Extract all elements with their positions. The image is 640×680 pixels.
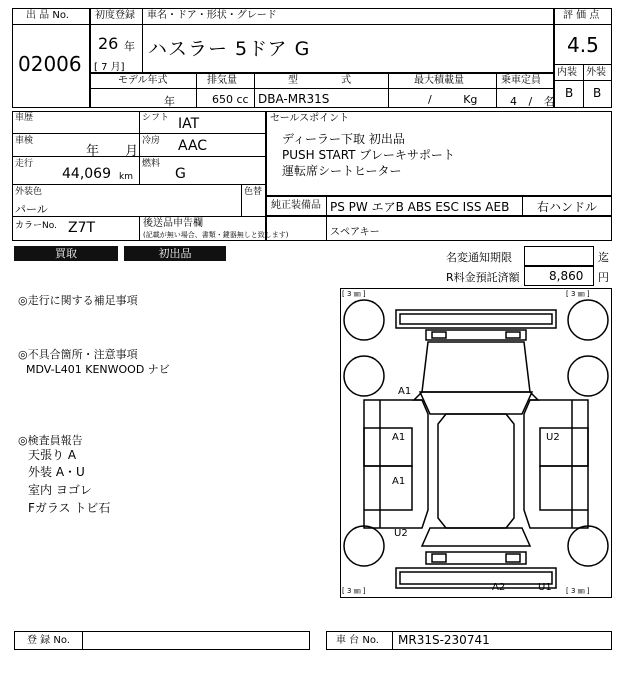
inspector-notes-title: ◎検査員報告: [18, 434, 83, 447]
score: 4.5: [567, 33, 599, 57]
inspection-value: 年 月: [86, 144, 139, 159]
chassis-value: MR31S-230741: [398, 633, 490, 647]
mileage-unit: km: [119, 172, 133, 182]
fuel-value: G: [175, 166, 186, 182]
color-no-label: カラーNo.: [15, 221, 57, 231]
damage-mark-a2-rear: A2: [492, 582, 506, 593]
car-diagram: [340, 288, 612, 598]
sales-points-label: セールスポイント: [270, 113, 350, 124]
defect-notes-title: ◎不具合箇所・注意事項: [18, 348, 138, 361]
sales-point-line-3: 運転席シートヒーター: [282, 164, 402, 178]
buy-bar: 買取: [14, 246, 118, 261]
name-change-box: [524, 246, 594, 266]
mileage-value: 44,069: [62, 166, 111, 182]
type-value: DBA-MR31S: [258, 92, 330, 106]
capacity-label: 乗車定員: [501, 75, 541, 86]
lot-no: 02006: [18, 52, 82, 76]
ac-value: AAC: [178, 138, 208, 154]
damage-mark-u1-rear: U1: [538, 582, 552, 593]
color-no-value: Z7T: [68, 220, 96, 236]
tire-bl: [ 3 ㎜ ]: [342, 587, 366, 595]
car-name-label: 車名・ドア・形状・グレード: [147, 10, 277, 21]
tire-tr: [ 3 ㎜ ]: [566, 290, 590, 298]
chassis-label: 車 台 No.: [336, 635, 379, 646]
max-load-value: / Kg: [428, 93, 478, 106]
first-reg-month: [ 7 月]: [94, 62, 125, 73]
tire-br: [ 3 ㎜ ]: [566, 587, 590, 595]
displacement-label: 排気量: [207, 75, 237, 86]
reg-no-label: 登 録 No.: [27, 635, 70, 646]
ext-color-value: パール: [15, 203, 48, 216]
first-reg-label: 初度登録: [95, 10, 135, 21]
grade-label: 評 価 点: [563, 10, 600, 21]
displacement: 650 cc: [212, 93, 249, 106]
inspector-line-3: 室内 ヨゴレ: [28, 483, 92, 497]
inspector-line-4: Fガラス トビ石: [28, 501, 111, 515]
year-unit: 年: [124, 40, 135, 53]
ac-label: 冷房: [142, 136, 161, 146]
equipment-label: 純正装備品: [271, 200, 321, 211]
post-docs-value: スペアキー: [330, 227, 380, 238]
type-label: 型 式: [288, 75, 352, 86]
inspector-line-1: 天張り A: [28, 448, 77, 462]
model-year-label: モデル年式: [118, 75, 168, 86]
damage-mark-a1-left-rear: A1: [392, 476, 406, 487]
recycle-unit: 円: [598, 271, 609, 284]
handle-value: 右ハンドル: [537, 200, 598, 214]
damage-mark-a1-left-front: A1: [392, 432, 406, 443]
shift-value: IAT: [178, 116, 200, 132]
recycle-label: R料金預託済額: [446, 271, 520, 284]
sales-point-line-2: PUSH START ブレーキサポート: [282, 148, 455, 162]
recycle-value: 8,860: [549, 269, 584, 283]
name-change-unit: 迄: [598, 251, 609, 264]
first-listing-bar: 初出品: [124, 246, 226, 261]
inspector-line-2: 外装 A・U: [28, 465, 85, 479]
max-load-label: 最大積載量: [414, 75, 464, 86]
shift-label: シフト: [142, 113, 170, 123]
damage-mark-a1-hood: A1: [398, 386, 412, 397]
history-label: 車歴: [15, 113, 34, 123]
color-change-label: 色替: [244, 187, 263, 197]
fuel-label: 燃料: [142, 159, 161, 169]
defect-line-1: MDV-L401 KENWOOD ナビ: [26, 363, 170, 376]
interior-score: B: [565, 86, 574, 100]
exterior-score: B: [593, 86, 602, 100]
first-reg-year: 26: [98, 34, 119, 53]
exterior-label: 外装: [586, 67, 606, 78]
name-change-label: 名変通知期限: [446, 251, 512, 264]
damage-mark-u2-right: U2: [546, 432, 560, 443]
damage-mark-u2-rear-left: U2: [394, 528, 408, 539]
post-docs-value-box: [266, 216, 612, 241]
tire-tl: [ 3 ㎜ ]: [342, 290, 366, 298]
interior-label: 内装: [557, 67, 577, 78]
sales-point-line-1: ディーラー下取 初出品: [282, 132, 405, 146]
mileage-label: 走行: [15, 159, 34, 169]
car-name: ハスラー 5ドア G: [148, 38, 311, 60]
post-docs-label: 後送品申告欄: [143, 218, 203, 229]
inspection-label: 車検: [15, 136, 34, 146]
lot-no-label: 出 品 No.: [26, 10, 69, 21]
ext-color-label: 外装色: [15, 187, 43, 197]
capacity-value: 4 / 名: [510, 95, 555, 108]
post-docs-note: (記載が無い場合、書類・鍵器無しと致します): [143, 231, 289, 239]
model-year-unit: 年: [164, 95, 175, 108]
driving-notes-title: ◎走行に関する補足事項: [18, 294, 138, 307]
equipment-value: PS PW エアB ABS ESC ISS AEB: [330, 200, 510, 214]
